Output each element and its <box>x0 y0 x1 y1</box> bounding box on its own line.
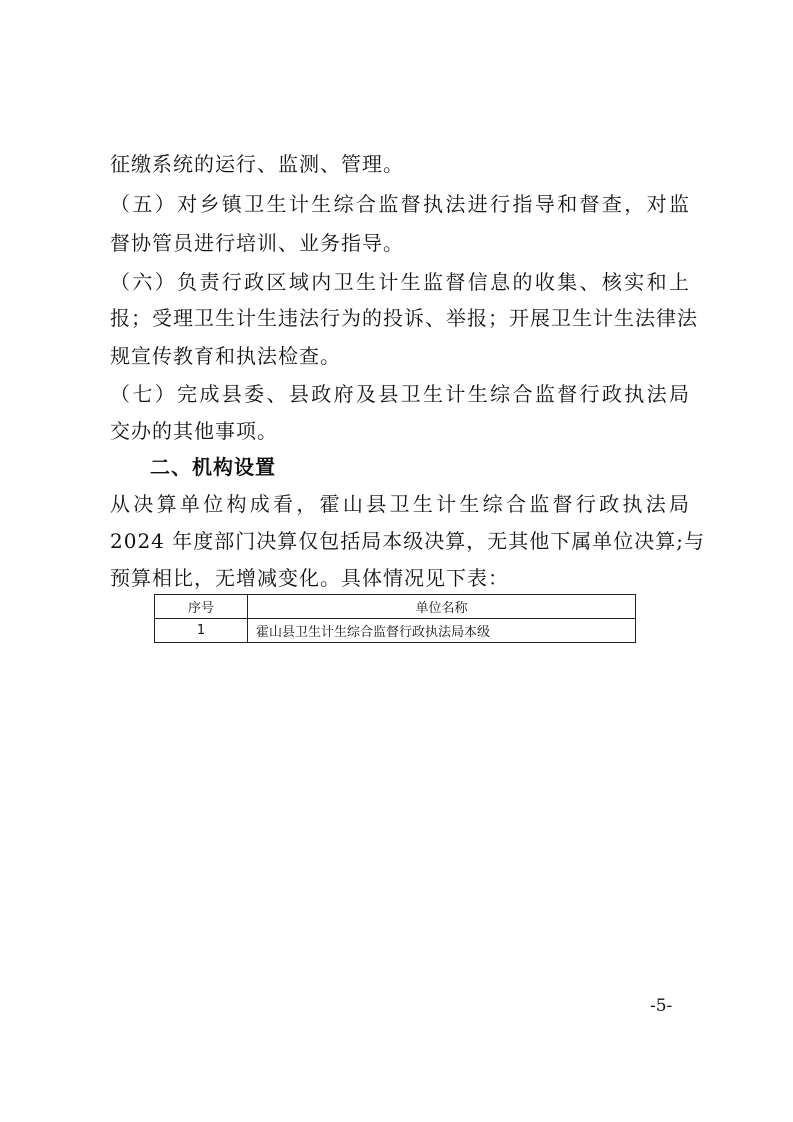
header-unit-name: 单位名称 <box>248 595 636 619</box>
paragraph-line: 规宣传教育和执法检查。 <box>110 344 341 368</box>
paragraph-line: （六）负责行政区域内卫生计生监督信息的收集、核实和上 <box>110 270 690 294</box>
paragraph-line: （五）对乡镇卫生计生综合监督执法进行指导和督查，对监 <box>110 192 690 216</box>
paragraph-line: 预算相比，无增减变化。具体情况见下表： <box>110 566 509 590</box>
paragraph-line: 征缴系统的运行、监测、管理。 <box>110 152 404 176</box>
cell-seq: 1 <box>155 619 248 643</box>
table-row <box>155 619 636 643</box>
paragraph-line: （七）完成县委、县政府及县卫生计生综合监督行政执法局 <box>110 382 690 406</box>
paragraph-line: 报；受理卫生计生违法行为的投诉、举报；开展卫生计生法律法 <box>110 306 698 330</box>
paragraph-line: 督协管员进行培训、业务指导。 <box>110 231 404 255</box>
paragraph-line: 从决算单位构成看，霍山县卫生计生综合监督行政执法局 <box>110 492 690 516</box>
cell-unit-name: 霍山县卫生计生综合监督行政执法局本级 <box>248 619 636 643</box>
table-header-row <box>155 595 636 619</box>
section-heading: 二、机构设置 <box>150 455 276 479</box>
paragraph-line: 2024 年度部门决算仅包括局本级决算，无其他下属单位决算;与 <box>110 529 705 553</box>
page-number: -5- <box>650 996 673 1016</box>
unit-table <box>154 594 636 643</box>
header-seq: 序号 <box>155 595 248 619</box>
paragraph-line: 交办的其他事项。 <box>110 419 278 443</box>
